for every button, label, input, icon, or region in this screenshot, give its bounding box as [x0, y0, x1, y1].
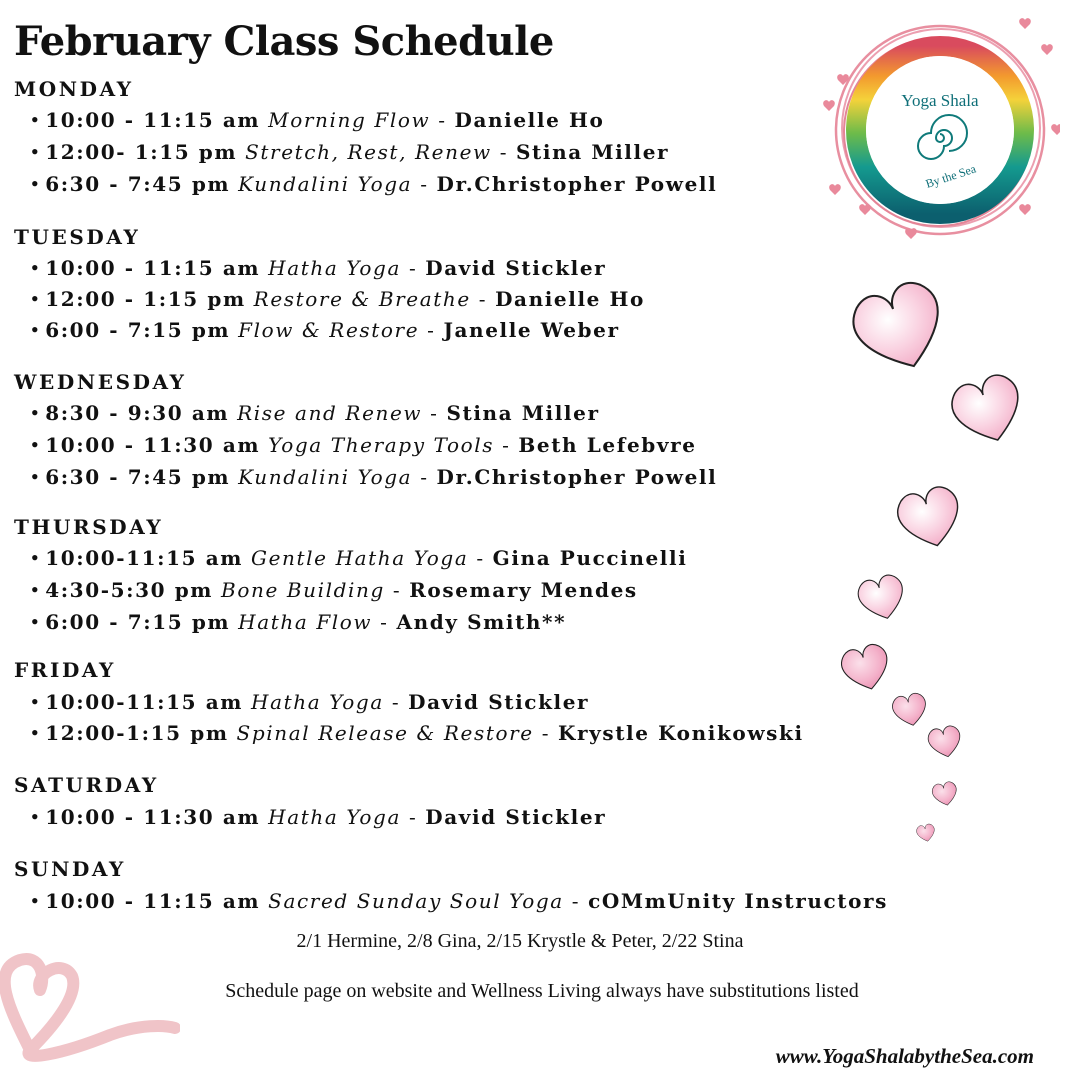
website-link[interactable]: www.YogaShalabytheSea.com — [775, 1044, 1034, 1068]
small-heart-icon — [823, 100, 835, 111]
class-row: • 10:00 - 11:15 am Morning Flow - Danielle Ho — [30, 108, 605, 132]
logo-line2: By the Sea — [923, 161, 978, 191]
yoga-shala-logo — [820, 10, 1060, 250]
heart-icon — [916, 823, 937, 843]
heart-icon — [931, 780, 959, 807]
class-row: • 12:00-1:15 pm Spinal Release & Restore - Krystle Konikowski — [30, 721, 804, 745]
heart-icon — [926, 724, 963, 760]
heart-icon — [891, 692, 930, 729]
day-heading-monday: MONDAY — [14, 77, 134, 101]
class-row: • 4:30-5:30 pm Bone Building - Rosemary Mendes — [30, 578, 638, 602]
class-row: • 6:30 - 7:45 pm Kundalini Yoga - Dr.Christopher Powell — [30, 465, 718, 489]
small-heart-icon — [1051, 124, 1060, 135]
ribbon-heart-decoration — [0, 940, 180, 1080]
substitution-note: Schedule page on website and Wellness Living always have substitutions listed — [225, 980, 859, 1002]
day-heading-tuesday: TUESDAY — [14, 225, 141, 249]
day-heading-saturday: SATURDAY — [14, 773, 159, 797]
class-row: • 12:00 - 1:15 pm Restore & Breathe - Danielle Ho — [30, 287, 645, 311]
heart-icon — [893, 483, 966, 553]
class-row: • 6:00 - 7:15 pm Flow & Restore - Janelle Weber — [30, 318, 620, 342]
class-row: • 10:00 - 11:30 am Hatha Yoga - David Stickler — [30, 805, 607, 829]
day-heading-sunday: SUNDAY — [14, 857, 126, 881]
sunday-instructors-note: 2/1 Hermine, 2/8 Gina, 2/15 Krystle & Peter, 2/22 Stina — [296, 930, 744, 952]
page-title: February Class Schedule — [14, 18, 554, 65]
heart-icon — [846, 276, 954, 381]
class-row: • 10:00 - 11:30 am Yoga Therapy Tools - Beth Lefebvre — [30, 433, 697, 457]
class-row: • 10:00-11:15 am Gentle Hatha Yoga - Gina Puccinelli — [30, 546, 688, 570]
class-row: • 10:00 - 11:15 am Sacred Sunday Soul Yoga - cOMmUnity Instructors — [30, 889, 889, 913]
class-row: • 10:00 - 11:15 am Hatha Yoga - David Stickler — [30, 256, 607, 280]
floating-hearts-decoration — [830, 270, 1050, 860]
heart-icon — [947, 370, 1030, 450]
small-heart-icon — [1019, 204, 1031, 215]
heart-icon — [855, 572, 909, 624]
small-heart-icon — [859, 204, 871, 215]
class-row: • 10:00-11:15 am Hatha Yoga - David Stickler — [30, 690, 590, 714]
day-heading-wednesday: WEDNESDAY — [14, 370, 187, 394]
small-heart-icon — [1019, 18, 1031, 29]
small-heart-icon — [829, 184, 841, 195]
class-row: • 6:00 - 7:15 pm Hatha Flow - Andy Smith** — [30, 610, 567, 634]
class-row: • 12:00- 1:15 pm Stretch, Rest, Renew - Stina Miller — [30, 140, 670, 164]
logo-line1: Yoga Shala — [901, 91, 979, 110]
class-row: • 6:30 - 7:45 pm Kundalini Yoga - Dr.Christopher Powell — [30, 172, 718, 196]
heart-icon — [838, 641, 893, 694]
small-heart-icon — [1041, 44, 1053, 55]
day-heading-thursday: THURSDAY — [14, 515, 164, 539]
class-row: • 8:30 - 9:30 am Rise and Renew - Stina Miller — [30, 401, 600, 425]
day-heading-friday: FRIDAY — [14, 658, 116, 682]
